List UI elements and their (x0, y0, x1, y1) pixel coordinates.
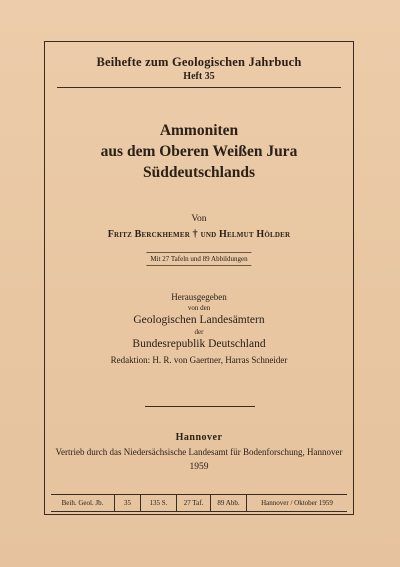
byline-von: Von (191, 214, 207, 224)
imprint-city: Hannover (175, 432, 223, 443)
publisher-von-den: von den (187, 304, 211, 312)
title-line-1: Ammoniten (159, 122, 239, 139)
middle-rule (145, 406, 255, 407)
citation-volume: 35 (115, 495, 141, 511)
citation-journal: Beih. Geol. Jb. (51, 495, 115, 511)
plates-note: Mit 27 Tafeln und 89 Abbildungen (146, 252, 251, 266)
publisher-herausgegeben: Herausgegeben (171, 292, 227, 302)
book-title (45, 120, 353, 183)
imprint-distribution: Vertrieb durch das Niedersächsische Landesamt für Bodenforschung, Hannover (55, 447, 343, 457)
publisher-institution-2: Bundesrepublik Deutschland (132, 338, 266, 350)
series-title: Beihefte zum Geologischen Jahrbuch (96, 55, 302, 69)
publisher-institution-1: Geologischen Landesämtern (133, 314, 265, 326)
imprint-year: 1959 (189, 462, 209, 472)
authors: Fritz Berckhemer † und Helmut Hölder (107, 229, 291, 240)
title-line-3: Süddeutschlands (142, 164, 255, 181)
citation-figures: 89 Abb. (211, 495, 247, 511)
citation-plates: 27 Taf. (177, 495, 211, 511)
title-line-2: aus dem Oberen Weißen Jura (100, 143, 298, 160)
editors: Redaktion: H. R. von Gaertner, Harras Schneider (110, 355, 288, 365)
citation-bar (51, 494, 347, 512)
citation-place-date: Hannover / Oktober 1959 (261, 499, 333, 507)
top-rule (57, 87, 341, 88)
cover-frame (44, 41, 354, 515)
publisher-der: der (194, 328, 204, 336)
series-issue: Heft 35 (183, 71, 215, 82)
citation-pages: 135 S. (141, 495, 177, 511)
